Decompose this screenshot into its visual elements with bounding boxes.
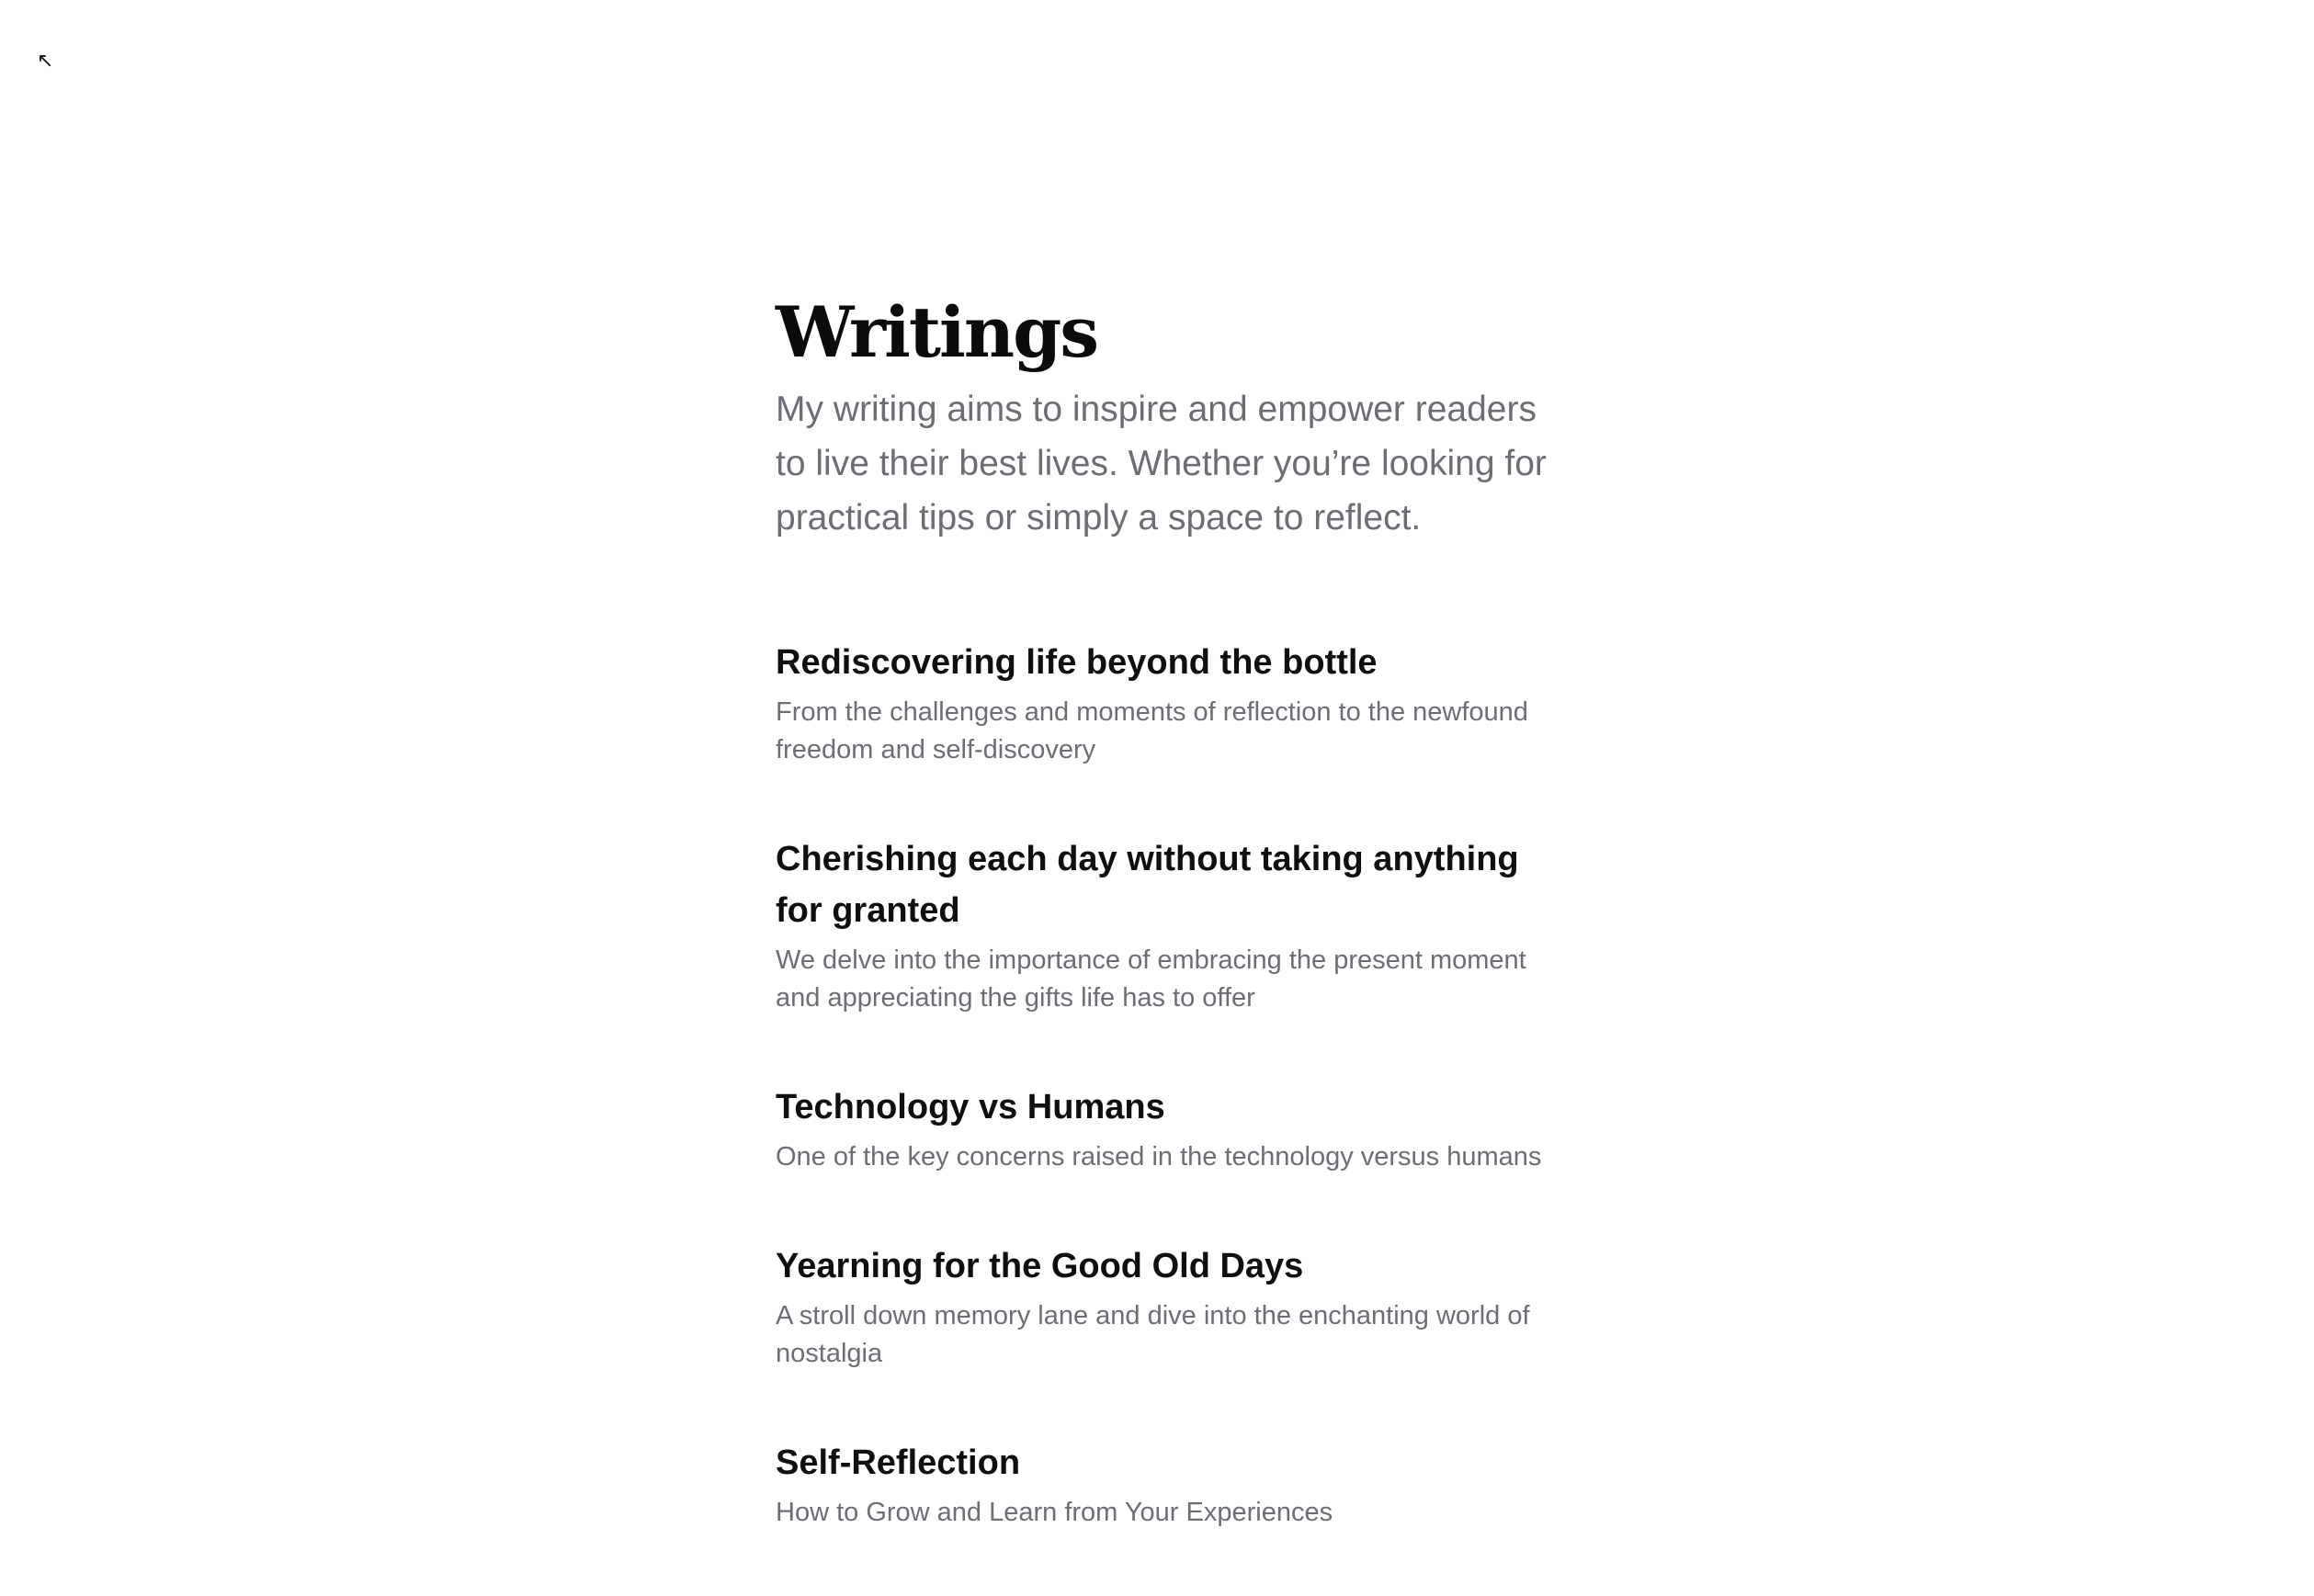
page-intro: My writing aims to inspire and empower readers to live their best lives. Whether you’re looking for practical tips or simply a space to reflect. (776, 390, 1547, 538)
post-title: Technology vs Humans (776, 1088, 1165, 1126)
post-item-rediscovering-life[interactable] (776, 637, 1566, 769)
post-description: How to Grow and Learn from Your Experiences (776, 1498, 1333, 1527)
post-list (776, 637, 1566, 1532)
post-description: One of the key concerns raised in the technology versus humans (776, 1142, 1542, 1172)
post-title: Yearning for the Good Old Days (776, 1247, 1304, 1285)
post-title: Self-Reflection (776, 1443, 1021, 1482)
post-item-self-reflection[interactable] (776, 1437, 1566, 1532)
post-item-cherishing-each-day[interactable] (776, 833, 1566, 1017)
post-title: Rediscovering life beyond the bottle (776, 643, 1378, 682)
page-title: Writings (776, 291, 1098, 373)
post-item-technology-vs-humans[interactable] (776, 1081, 1566, 1176)
post-description: From the challenges and moments of reflection to the newfound freedom and self-discovery (776, 697, 1528, 764)
post-description: A stroll down memory lane and dive into the enchanting world of nostalgia (776, 1301, 1530, 1368)
back-arrow-icon[interactable]: ↖ (37, 50, 54, 73)
writings-page (776, 290, 1566, 1596)
post-title: Cherishing each day without taking anything for granted (776, 840, 1519, 930)
post-description: We delve into the importance of embracing the present moment and appreciating the gifts life has to offer (776, 945, 1526, 1013)
post-item-good-old-days[interactable] (776, 1240, 1566, 1373)
